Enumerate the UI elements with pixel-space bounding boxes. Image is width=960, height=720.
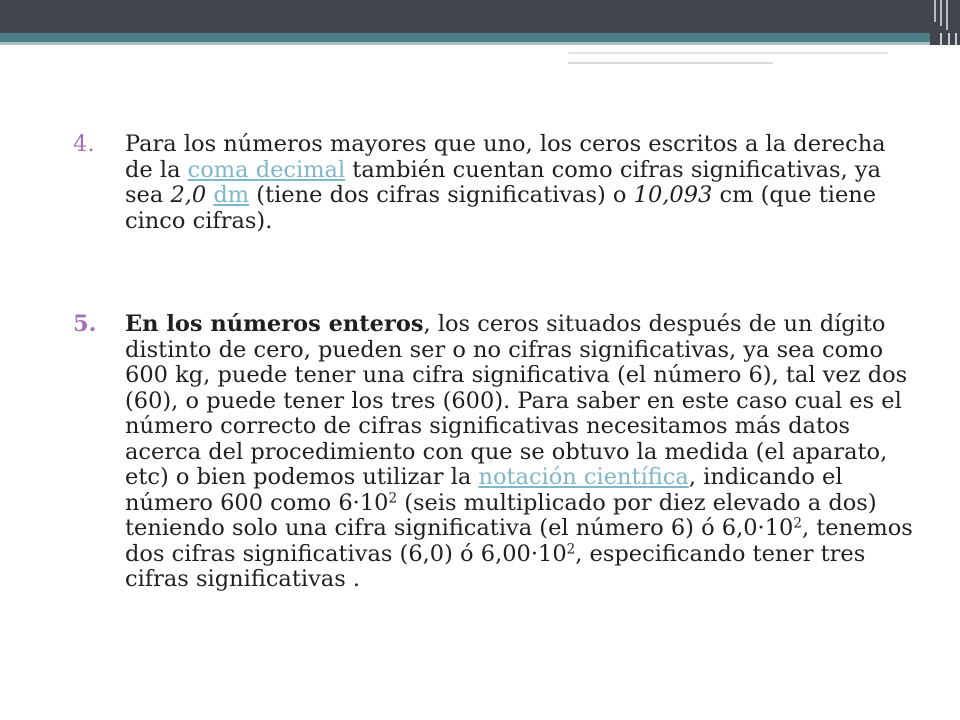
item-text: (tiene dos cifras significativas) o xyxy=(249,182,634,208)
item-text-italic: 2,0 xyxy=(170,182,207,208)
item-text: (seis multiplicado por diez elevado a dos) teniendo solo una cifra significativa (el número 6) ó 6,0·10 xyxy=(125,489,877,541)
item-text: también cuentan como cifras significativas, ya sea xyxy=(125,156,882,208)
item-text: , especificando tener tres cifras significativas . xyxy=(125,540,866,592)
item-text: cm (que tiene cinco cifras). xyxy=(125,182,877,234)
item-text: , indicando el número 600 como 6·10 xyxy=(125,464,843,516)
superscript: 2 xyxy=(566,541,576,558)
superscript: 2 xyxy=(793,515,802,532)
link-dm[interactable]: dm xyxy=(213,182,250,208)
item-text: , tenemos dos cifras significativas (6,0) ó 6,00·10 xyxy=(125,515,913,567)
list-number: 4. xyxy=(73,131,95,157)
superscript: 2 xyxy=(388,490,398,507)
item-text-italic: 10,093 xyxy=(633,182,713,208)
link-coma-decimal[interactable]: coma decimal xyxy=(187,156,346,183)
list-number: 5. xyxy=(73,311,97,337)
item-text: , los ceros situados después de un dígito distinto de cero, pueden ser o no cifras significativas, ya sea como 600 kg, puede tener una cifra significativa (el número 6), tal vez dos (60), o puede tener los tres (600). Para saber en este caso cual es el número correcto de cifras significativas necesitamos más datos acerca del procedimiento con que se obtuvo la medida (el aparato, etc) o bien podemos utilizar la xyxy=(125,311,908,490)
list-item xyxy=(73,131,915,234)
item-text: Para los números mayores que uno, los ceros escritos a la derecha de la xyxy=(125,131,886,183)
link-notacion-cientifica[interactable]: notación científica xyxy=(478,464,689,490)
item-text-bold: En los números enteros xyxy=(125,311,424,337)
list-item xyxy=(73,311,915,593)
